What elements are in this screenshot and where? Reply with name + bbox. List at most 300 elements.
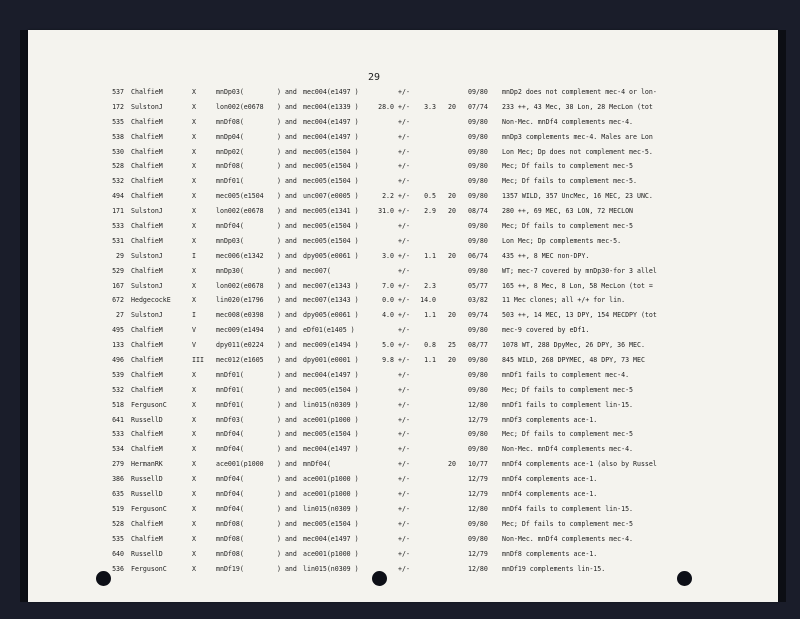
table-row <box>28 267 778 282</box>
cell-date: 09/80 <box>468 177 488 186</box>
cell-record-id: 533 <box>112 430 124 439</box>
cell-note: Mec; Df fails to complement mec-5 <box>502 519 634 528</box>
cell-date: 09/80 <box>468 266 488 275</box>
cell-std-error: 1.1 <box>424 251 436 260</box>
cell-plus-minus: +/- <box>398 147 410 156</box>
cell-plus-minus: +/- <box>398 236 410 245</box>
cell-author: HermanRK <box>131 460 163 469</box>
cell-chromosome: X <box>192 519 196 528</box>
cell-note: 1078 WT, 288 DpyMec, 26 DPY, 36 MEC. <box>502 341 645 350</box>
cell-chromosome: X <box>192 236 196 245</box>
cell-chromosome: X <box>192 88 196 96</box>
cell-gene-two: lin015(n0309 ) <box>303 504 359 513</box>
cell-record-id: 534 <box>112 445 124 454</box>
cell-date: 12/80 <box>468 504 488 513</box>
cell-gene-two: mec005(e1504 ) <box>303 222 359 231</box>
cell-gene-one: mec006(e1342 <box>216 251 264 260</box>
table-row <box>28 326 778 341</box>
cell-gene-two: mec005(e1504 ) <box>303 430 359 439</box>
cell-plus-minus: +/- <box>398 266 410 275</box>
cell-plus-minus: +/- <box>398 490 410 499</box>
cell-conjunction: ) and <box>277 281 297 290</box>
cell-author: ChalfieM <box>131 117 163 126</box>
table-row <box>28 252 778 267</box>
cell-author: ChalfieM <box>131 132 163 141</box>
cell-record-id: 530 <box>112 147 124 156</box>
cell-conjunction: ) and <box>277 251 297 260</box>
cell-gene-one: mnDf01( <box>216 385 244 394</box>
cell-sample-count: 20 <box>448 192 456 201</box>
cell-chromosome: X <box>192 385 196 394</box>
cell-gene-two: mec004(e1497 ) <box>303 132 359 141</box>
cell-gene-two: ace001(p1000 ) <box>303 415 359 424</box>
cell-author: ChalfieM <box>131 370 163 379</box>
cell-plus-minus: +/- <box>398 475 410 484</box>
cell-author: SulstonJ <box>131 207 163 216</box>
cell-date: 08/77 <box>468 341 488 350</box>
cell-chromosome: X <box>192 504 196 513</box>
cell-note: Non-Mec. mnDf4 complements mec-4. <box>502 117 634 126</box>
cell-distance: 0.0 <box>382 296 394 305</box>
table-row <box>28 445 778 460</box>
cell-note: 503 ++, 14 MEC, 13 DPY, 154 MECDPY (tot <box>502 311 657 320</box>
cell-date: 05/77 <box>468 281 488 290</box>
cell-gene-two: mec005(e1504 ) <box>303 236 359 245</box>
cell-note: Mec; Df fails to complement mec-5 <box>502 430 634 439</box>
cell-date: 09/80 <box>468 192 488 201</box>
cell-record-id: 641 <box>112 415 124 424</box>
cell-gene-two: eDf01(e1405 ) <box>303 326 355 335</box>
table-row <box>28 565 778 580</box>
cell-date: 09/80 <box>468 385 488 394</box>
cell-conjunction: ) and <box>277 400 297 409</box>
cell-chromosome: X <box>192 564 196 573</box>
cell-author: FergusonC <box>131 564 167 573</box>
cell-chromosome: X <box>192 475 196 484</box>
cell-date: 09/80 <box>468 147 488 156</box>
cell-gene-one: mnDf04( <box>216 430 244 439</box>
table-row <box>28 207 778 222</box>
cell-gene-two: mec004(e1497 ) <box>303 88 359 96</box>
cell-record-id: 539 <box>112 370 124 379</box>
cell-note: Mec; Df fails to complement mec-5. <box>502 177 637 186</box>
cell-author: ChalfieM <box>131 341 163 350</box>
cell-distance: 7.0 <box>382 281 394 290</box>
cell-distance: 31.0 <box>378 207 394 216</box>
cell-gene-one: mnDf08( <box>216 162 244 171</box>
table-row <box>28 341 778 356</box>
cell-gene-one: ace001(p1000 <box>216 460 264 469</box>
cell-sample-count: 20 <box>448 251 456 260</box>
cell-date: 09/80 <box>468 132 488 141</box>
cell-date: 12/79 <box>468 415 488 424</box>
cell-conjunction: ) and <box>277 356 297 365</box>
cell-author: ChalfieM <box>131 356 163 365</box>
cell-chromosome: X <box>192 222 196 231</box>
cell-plus-minus: +/- <box>398 117 410 126</box>
table-row <box>28 535 778 550</box>
cell-chromosome: X <box>192 177 196 186</box>
cell-gene-two: mec005(e1504 ) <box>303 147 359 156</box>
cell-gene-two: dpy001(e0001 ) <box>303 356 359 365</box>
cell-note: mnDp2 does not complement mec-4 or lon- <box>502 88 657 96</box>
cell-plus-minus: +/- <box>398 370 410 379</box>
table-row <box>28 118 778 133</box>
cell-distance: 9.8 <box>382 356 394 365</box>
cell-note: 1357 WILD, 357 UncMec, 16 MEC, 23 UNC. <box>502 192 653 201</box>
left-dark-edge <box>20 30 28 602</box>
cell-date: 09/80 <box>468 222 488 231</box>
cell-note: mnDf19 complements lin-15. <box>502 564 606 573</box>
cell-gene-one: mec012(e1605 <box>216 356 264 365</box>
cell-date: 12/80 <box>468 400 488 409</box>
cell-author: FergusonC <box>131 504 167 513</box>
table-row <box>28 401 778 416</box>
cell-record-id: 29 <box>116 251 124 260</box>
cell-gene-two: ace001(p1000 ) <box>303 549 359 558</box>
cell-author: ChalfieM <box>131 147 163 156</box>
cell-date: 06/74 <box>468 251 488 260</box>
table-row <box>28 311 778 326</box>
cell-plus-minus: +/- <box>398 341 410 350</box>
cell-record-id: 532 <box>112 177 124 186</box>
cell-note: mnDf8 complements ace-1. <box>502 549 598 558</box>
cell-plus-minus: +/- <box>398 534 410 543</box>
cell-chromosome: X <box>192 460 196 469</box>
cell-note: mnDf4 fails to complement lin-15. <box>502 504 634 513</box>
cell-author: ChalfieM <box>131 177 163 186</box>
cell-conjunction: ) and <box>277 460 297 469</box>
cell-gene-two: mec005(e1341 ) <box>303 207 359 216</box>
cell-gene-one: mnDf01( <box>216 370 244 379</box>
cell-author: ChalfieM <box>131 519 163 528</box>
cell-chromosome: X <box>192 207 196 216</box>
cell-chromosome: X <box>192 162 196 171</box>
cell-record-id: 496 <box>112 356 124 365</box>
cell-chromosome: X <box>192 430 196 439</box>
cell-sample-count: 20 <box>448 207 456 216</box>
cell-gene-two: mec004(e1339 ) <box>303 102 359 111</box>
cell-gene-one: mnDf08( <box>216 534 244 543</box>
cell-plus-minus: +/- <box>398 207 410 216</box>
cell-gene-one: lon002(e0678 <box>216 281 264 290</box>
cell-gene-one: mnDf08( <box>216 549 244 558</box>
cell-record-id: 519 <box>112 504 124 513</box>
cell-note: mec-9 covered by eDf1. <box>502 326 590 335</box>
cell-record-id: 535 <box>112 117 124 126</box>
table-row <box>28 430 778 445</box>
cell-gene-one: mnDp02( <box>216 147 244 156</box>
cell-gene-two: ace001(p1000 ) <box>303 475 359 484</box>
cell-plus-minus: +/- <box>398 385 410 394</box>
cell-sample-count: 20 <box>448 356 456 365</box>
cell-record-id: 537 <box>112 88 124 96</box>
cell-gene-one: mnDf04( <box>216 490 244 499</box>
cell-author: SulstonJ <box>131 281 163 290</box>
cell-plus-minus: +/- <box>398 88 410 96</box>
cell-date: 09/80 <box>468 445 488 454</box>
cell-gene-one: mnDp03( <box>216 236 244 245</box>
cell-date: 03/82 <box>468 296 488 305</box>
cell-date: 12/79 <box>468 490 488 499</box>
cell-date: 09/80 <box>468 430 488 439</box>
cell-record-id: 536 <box>112 564 124 573</box>
cell-conjunction: ) and <box>277 504 297 513</box>
cell-std-error: 0.5 <box>424 192 436 201</box>
cell-note: 845 WILD, 268 DPYMEC, 48 DPY, 73 MEC <box>502 356 645 365</box>
cell-author: ChalfieM <box>131 162 163 171</box>
table-row <box>28 460 778 475</box>
cell-plus-minus: +/- <box>398 564 410 573</box>
cell-gene-two: dpy005(e0061 ) <box>303 251 359 260</box>
cell-date: 09/80 <box>468 519 488 528</box>
cell-conjunction: ) and <box>277 534 297 543</box>
cell-chromosome: X <box>192 117 196 126</box>
cell-gene-one: lon002(e0678 <box>216 102 264 111</box>
cell-gene-two: mec005(e1504 ) <box>303 177 359 186</box>
cell-author: ChalfieM <box>131 534 163 543</box>
cell-plus-minus: +/- <box>398 460 410 469</box>
cell-author: ChalfieM <box>131 430 163 439</box>
cell-chromosome: X <box>192 132 196 141</box>
cell-chromosome: X <box>192 281 196 290</box>
cell-date: 12/79 <box>468 475 488 484</box>
cell-sample-count: 25 <box>448 341 456 350</box>
cell-gene-one: mec005(e1504 <box>216 192 264 201</box>
cell-record-id: 279 <box>112 460 124 469</box>
cell-gene-one: mec009(e1494 <box>216 326 264 335</box>
cell-gene-one: mnDf03( <box>216 415 244 424</box>
cell-author: RussellD <box>131 549 163 558</box>
cell-date: 09/80 <box>468 236 488 245</box>
cell-note: mnDf1 fails to complement lin-15. <box>502 400 634 409</box>
cell-chromosome: X <box>192 192 196 201</box>
cell-gene-two: mec005(e1504 ) <box>303 519 359 528</box>
cell-gene-one: lin020(e1796 <box>216 296 264 305</box>
cell-conjunction: ) and <box>277 519 297 528</box>
cell-conjunction: ) and <box>277 549 297 558</box>
cell-chromosome: I <box>192 251 196 260</box>
cell-record-id: 672 <box>112 296 124 305</box>
cell-author: ChalfieM <box>131 385 163 394</box>
page-number: 29 <box>368 72 381 83</box>
cell-plus-minus: +/- <box>398 222 410 231</box>
cell-note: mnDf4 complements ace-1 (also by Russel <box>502 460 657 469</box>
cell-record-id: 531 <box>112 236 124 245</box>
cell-note: 11 Mec clones; all +/+ for lin. <box>502 296 626 305</box>
cell-plus-minus: +/- <box>398 415 410 424</box>
cell-gene-two: mec007(e1343 ) <box>303 281 359 290</box>
cell-date: 09/80 <box>468 326 488 335</box>
table-row <box>28 386 778 401</box>
cell-gene-one: mnDf04( <box>216 504 244 513</box>
cell-gene-two: mec005(e1504 ) <box>303 162 359 171</box>
cell-record-id: 518 <box>112 400 124 409</box>
cell-conjunction: ) and <box>277 490 297 499</box>
cell-conjunction: ) and <box>277 385 297 394</box>
cell-gene-one: mnDf01( <box>216 400 244 409</box>
table-row <box>28 192 778 207</box>
cell-conjunction: ) and <box>277 88 297 96</box>
table-row <box>28 550 778 565</box>
cell-conjunction: ) and <box>277 266 297 275</box>
cell-distance: 2.2 <box>382 192 394 201</box>
cell-gene-one: mnDf04( <box>216 445 244 454</box>
cell-record-id: 528 <box>112 519 124 528</box>
cell-conjunction: ) and <box>277 475 297 484</box>
cell-chromosome: X <box>192 415 196 424</box>
cell-plus-minus: +/- <box>398 326 410 335</box>
cell-gene-two: mec005(e1504 ) <box>303 385 359 394</box>
cell-std-error: 2.9 <box>424 207 436 216</box>
cell-chromosome: V <box>192 326 196 335</box>
cell-conjunction: ) and <box>277 564 297 573</box>
cell-record-id: 172 <box>112 102 124 111</box>
cell-plus-minus: +/- <box>398 296 410 305</box>
table-row <box>28 282 778 297</box>
cell-note: 233 ++, 43 Mec, 38 Lon, 28 MecLon (tot <box>502 102 653 111</box>
cell-gene-two: dpy005(e0061 ) <box>303 311 359 320</box>
cell-chromosome: X <box>192 549 196 558</box>
cell-gene-two: unc007(e0005 ) <box>303 192 359 201</box>
cell-gene-two: mec007(e1343 ) <box>303 296 359 305</box>
cell-note: Non-Mec. mnDf4 complements mec-4. <box>502 534 634 543</box>
cell-gene-one: lon002(e0678 <box>216 207 264 216</box>
cell-plus-minus: +/- <box>398 504 410 513</box>
table-row <box>28 356 778 371</box>
cell-record-id: 27 <box>116 311 124 320</box>
punch-hole-center <box>372 571 387 586</box>
cell-author: HedgecockE <box>131 296 171 305</box>
cell-conjunction: ) and <box>277 311 297 320</box>
cell-plus-minus: +/- <box>398 281 410 290</box>
cell-note: mnDf4 complements ace-1. <box>502 475 598 484</box>
cell-date: 09/80 <box>468 534 488 543</box>
cell-record-id: 494 <box>112 192 124 201</box>
cell-record-id: 538 <box>112 132 124 141</box>
cell-chromosome: III <box>192 356 204 365</box>
cell-gene-one: mnDf08( <box>216 519 244 528</box>
cell-record-id: 635 <box>112 490 124 499</box>
cell-plus-minus: +/- <box>398 430 410 439</box>
cell-distance: 3.0 <box>382 251 394 260</box>
cell-chromosome: X <box>192 102 196 111</box>
table-row <box>28 177 778 192</box>
cell-plus-minus: +/- <box>398 132 410 141</box>
cell-conjunction: ) and <box>277 177 297 186</box>
cell-gene-one: mnDf01( <box>216 177 244 186</box>
cell-author: ChalfieM <box>131 266 163 275</box>
cell-date: 08/74 <box>468 207 488 216</box>
cell-conjunction: ) and <box>277 445 297 454</box>
cell-date: 12/79 <box>468 549 488 558</box>
cell-plus-minus: +/- <box>398 251 410 260</box>
table-row <box>28 490 778 505</box>
cell-plus-minus: +/- <box>398 177 410 186</box>
cell-gene-two: mec004(e1497 ) <box>303 370 359 379</box>
cell-author: ChalfieM <box>131 326 163 335</box>
cell-sample-count: 20 <box>448 460 456 469</box>
cell-chromosome: V <box>192 341 196 350</box>
cell-plus-minus: +/- <box>398 356 410 365</box>
cell-record-id: 528 <box>112 162 124 171</box>
cell-conjunction: ) and <box>277 430 297 439</box>
punch-hole-left <box>96 571 111 586</box>
table-row <box>28 416 778 431</box>
table-row <box>28 237 778 252</box>
cell-conjunction: ) and <box>277 147 297 156</box>
cell-gene-one: mnDf04( <box>216 222 244 231</box>
cell-date: 10/77 <box>468 460 488 469</box>
cell-conjunction: ) and <box>277 370 297 379</box>
cell-distance: 5.0 <box>382 341 394 350</box>
cell-gene-one: mnDf08( <box>216 117 244 126</box>
cell-gene-one: mec008(e0398 <box>216 311 264 320</box>
cell-note: 165 ++, 8 Mec, 8 Lon, 58 MecLon (tot = <box>502 281 653 290</box>
cell-sample-count: 20 <box>448 311 456 320</box>
cell-chromosome: X <box>192 266 196 275</box>
cell-distance: 4.0 <box>382 311 394 320</box>
cell-plus-minus: +/- <box>398 192 410 201</box>
table-row <box>28 162 778 177</box>
punch-hole-right <box>677 571 692 586</box>
cell-conjunction: ) and <box>277 162 297 171</box>
cell-std-error: 1.1 <box>424 311 436 320</box>
cell-record-id: 171 <box>112 207 124 216</box>
cell-std-error: 2.3 <box>424 281 436 290</box>
cell-author: SulstonJ <box>131 102 163 111</box>
cell-author: ChalfieM <box>131 445 163 454</box>
cell-note: Non-Mec. mnDf4 complements mec-4. <box>502 445 634 454</box>
cell-author: SulstonJ <box>131 311 163 320</box>
cell-chromosome: X <box>192 147 196 156</box>
cell-chromosome: I <box>192 311 196 320</box>
cell-std-error: 0.8 <box>424 341 436 350</box>
cell-note: mnDf3 complements ace-1. <box>502 415 598 424</box>
document-page <box>28 30 778 602</box>
cell-plus-minus: +/- <box>398 400 410 409</box>
cell-gene-two: lin015(n0309 ) <box>303 564 359 573</box>
cell-author: RussellD <box>131 490 163 499</box>
cell-conjunction: ) and <box>277 222 297 231</box>
table-row <box>28 475 778 490</box>
cell-gene-two: mec004(e1497 ) <box>303 117 359 126</box>
cell-conjunction: ) and <box>277 296 297 305</box>
cell-note: WT; mec-7 covered by mnDp30-for 3 allel <box>502 266 657 275</box>
cell-record-id: 495 <box>112 326 124 335</box>
cell-plus-minus: +/- <box>398 162 410 171</box>
cell-chromosome: X <box>192 296 196 305</box>
cell-record-id: 532 <box>112 385 124 394</box>
cell-note: mnDp3 complements mec-4. Males are Lon <box>502 132 653 141</box>
cell-conjunction: ) and <box>277 341 297 350</box>
cell-plus-minus: +/- <box>398 311 410 320</box>
cell-conjunction: ) and <box>277 132 297 141</box>
cell-conjunction: ) and <box>277 192 297 201</box>
table-row <box>28 371 778 386</box>
table-row <box>28 296 778 311</box>
cell-gene-two: mnDf04( <box>303 460 331 469</box>
cell-note: Mec; Df fails to complement mec-5 <box>502 222 634 231</box>
right-dark-edge <box>778 30 786 602</box>
cell-note: Mec; Df fails to complement mec-5 <box>502 162 634 171</box>
cell-record-id: 133 <box>112 341 124 350</box>
cell-author: FergusonC <box>131 400 167 409</box>
cell-conjunction: ) and <box>277 415 297 424</box>
cell-note: 280 ++, 69 MEC, 63 LON, 72 MECLON <box>502 207 634 216</box>
table-row <box>28 222 778 237</box>
cell-record-id: 386 <box>112 475 124 484</box>
